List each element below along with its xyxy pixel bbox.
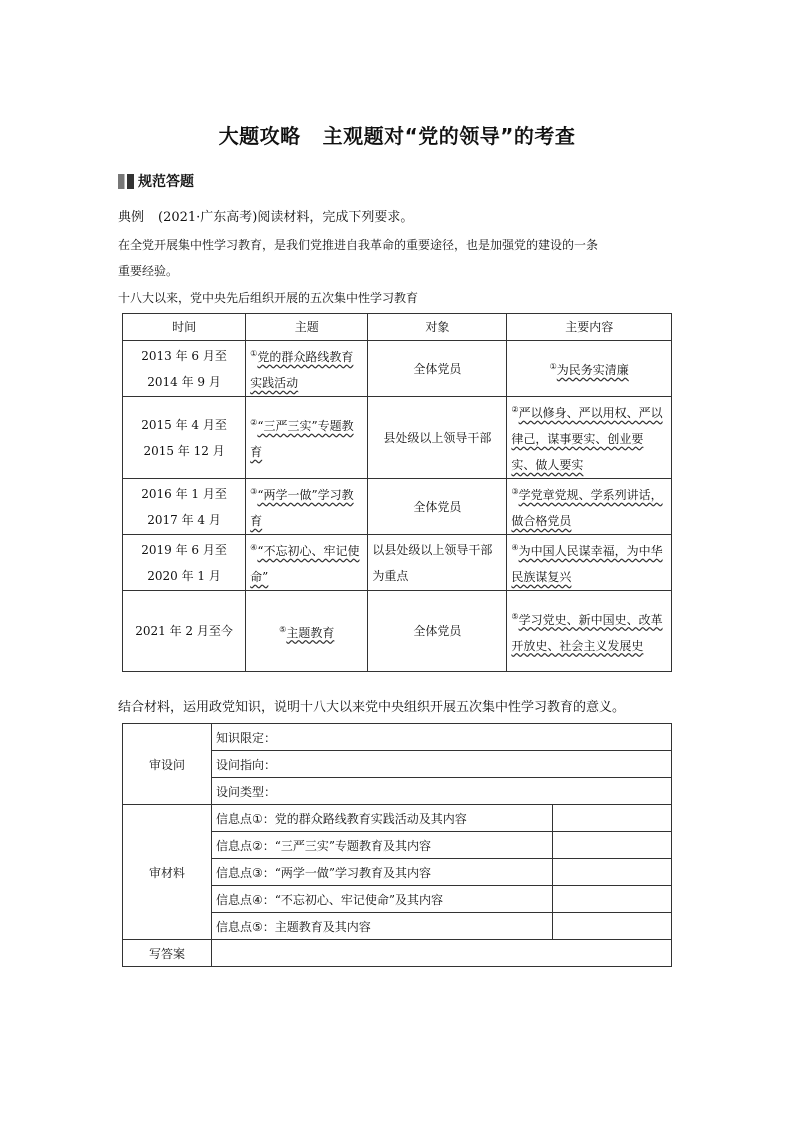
question-text: 结合材料，运用政党知识，说明十八大以来党中央组织开展五次集中性学习教育的意义。	[118, 700, 626, 715]
section-label: 规范答题	[138, 174, 194, 190]
info-answer-5	[553, 913, 672, 940]
cell-theme: ⑤主题教育	[246, 591, 368, 672]
cell-time: 2015 年 4 月至 2015 年 12 月	[123, 397, 246, 479]
header-content: 主要内容	[507, 314, 672, 341]
info-answer-3	[553, 859, 672, 886]
material-line-1: 在全党开展集中性学习教育，是我们党推进自我革命的重要途径，也是加强党的建设的一条	[118, 238, 599, 252]
table-row	[123, 591, 672, 672]
cell-time: 2021 年 2 月至今	[123, 591, 246, 672]
page-title	[0, 120, 794, 149]
cell-content: ④为中国人民谋幸福，为中华民族谋复兴	[507, 535, 672, 591]
education-table	[122, 313, 672, 672]
material-line-2: 重要经验。	[118, 264, 179, 278]
table-row	[123, 805, 672, 832]
table-row	[123, 479, 672, 535]
table-row	[123, 341, 672, 397]
info-answer-1	[553, 805, 672, 832]
cell-time: 2013 年 6 月至 2014 年 9 月	[123, 341, 246, 397]
info-point-3: 信息点③：“两学一做”学习教育及其内容	[212, 859, 553, 886]
table-row	[123, 397, 672, 479]
cell-target: 县处级以上领导干部	[368, 397, 507, 479]
label-xie-da-an: 写答案	[123, 940, 212, 967]
material-line-3: 十八大以来，党中央先后组织开展的五次集中性学习教育	[118, 291, 419, 305]
field-zhi-xiang: 设问指向：	[212, 751, 672, 778]
table-row	[123, 940, 672, 967]
info-point-4: 信息点④：“不忘初心、牢记使命”及其内容	[212, 886, 553, 913]
cell-content: ③学党章党规、学系列讲话，做合格党员	[507, 479, 672, 535]
cell-time: 2019 年 6 月至 2020 年 1 月	[123, 535, 246, 591]
info-point-2: 信息点②：“三严三实”专题教育及其内容	[212, 832, 553, 859]
table-row	[123, 535, 672, 591]
header-target: 对象	[368, 314, 507, 341]
cell-content: ②严以修身、严以用权、严以律己，谋事要实、创业要实、做人要实	[507, 397, 672, 479]
header-time: 时间	[123, 314, 246, 341]
table-row	[123, 724, 672, 751]
label-shen-she-wen: 审设问	[123, 724, 212, 805]
cell-content: ⑤学习党史、新中国史、改革开放史、社会主义发展史	[507, 591, 672, 672]
info-answer-4	[553, 886, 672, 913]
title-part1: 大题攻略	[218, 124, 301, 148]
example-line	[118, 206, 413, 225]
table-header-row	[123, 314, 672, 341]
cell-target: 全体党员	[368, 341, 507, 397]
info-point-5: 信息点⑤：主题教育及其内容	[212, 913, 553, 940]
cell-theme: ①党的群众路线教育实践活动	[246, 341, 368, 397]
answer-area	[212, 940, 672, 967]
example-prefix: 典例	[118, 210, 145, 225]
section-heading	[118, 172, 194, 190]
cell-target: 全体党员	[368, 479, 507, 535]
example-text: (2021·广东高考)阅读材料，完成下列要求。	[158, 210, 414, 225]
cell-theme: ②“三严三实”专题教育	[246, 397, 368, 479]
cell-content: ①为民务实清廉	[507, 341, 672, 397]
field-zhi-shi: 知识限定：	[212, 724, 672, 751]
cell-target: 全体党员	[368, 591, 507, 672]
field-lei-xing: 设问类型：	[212, 778, 672, 805]
info-point-1: 信息点①：党的群众路线教育实践活动及其内容	[212, 805, 553, 832]
cell-theme: ③“两学一做”学习教育	[246, 479, 368, 535]
cell-time: 2016 年 1 月至 2017 年 4 月	[123, 479, 246, 535]
cell-theme: ④“不忘初心、牢记使命”	[246, 535, 368, 591]
label-shen-cai-liao: 审材料	[123, 805, 212, 940]
cell-target: 以县处级以上领导干部为重点	[368, 535, 507, 591]
section-marker-icon	[118, 174, 134, 189]
info-answer-2	[553, 832, 672, 859]
title-part2: 主观题对“党的领导”的考查	[322, 124, 576, 148]
analysis-table	[122, 723, 672, 967]
header-theme: 主题	[246, 314, 368, 341]
